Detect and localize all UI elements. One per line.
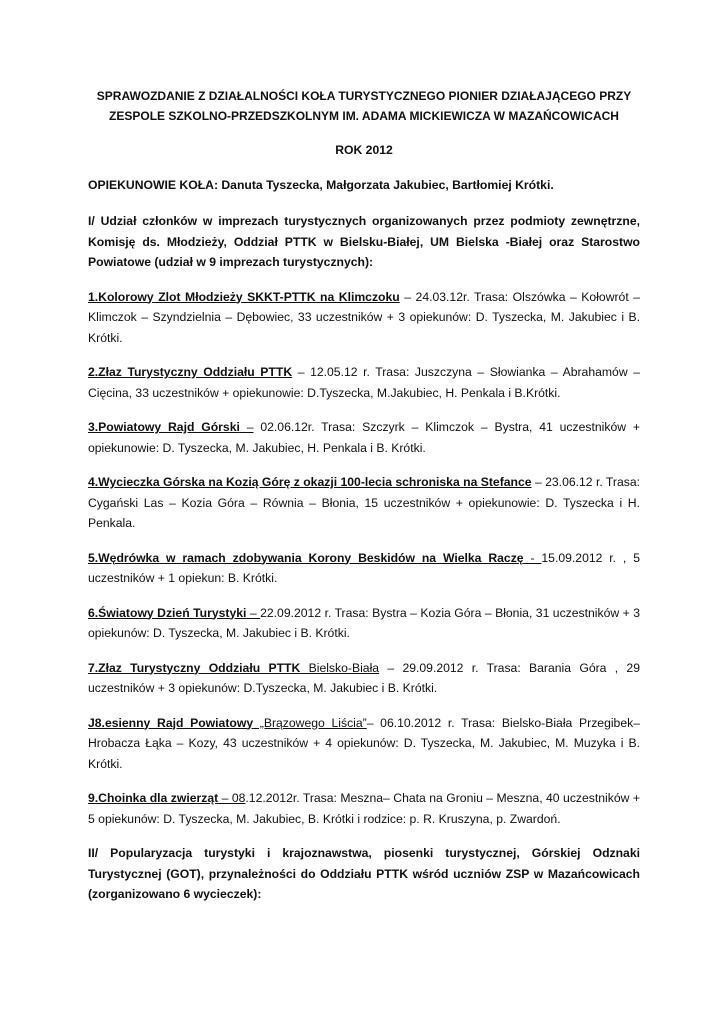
document-title bbox=[88, 86, 640, 126]
list-item bbox=[88, 788, 640, 829]
item-details: – 23.06.12 r. Trasa: Cygański Las – Kozia Góra – Równia – Błonia, 15 uczestników + opiekunowie: D. Tyszecka i H. Penkala. bbox=[88, 475, 640, 530]
document-page bbox=[88, 86, 640, 919]
item-title: 6.Światowy Dzień Turystyki bbox=[88, 605, 247, 620]
item-title-tail: – bbox=[239, 420, 254, 434]
item-title-tail: – bbox=[246, 605, 261, 620]
item-title-tail: Bielsko-Biała bbox=[300, 660, 380, 675]
item-details: – 06.10.2012 r. Trasa: Bielsko-Biała Przegibek– Hrobacza Łąka – Kozy, 43 uczestników + 4 opiekunów: D. Tyszecka, M. Jakubiec, M. Muzyka i B. Krótki. bbox=[88, 715, 640, 771]
item-details: 22.09.2012 r. Trasa: Bystra – Kozia Góra – Błonia, 31 uczestników + 3 opiekunów: D. Tyszecka, M. Jakubiec i B. Krótki. bbox=[88, 605, 640, 640]
section-2-heading: II/ Popularyzacja turystyki i krajoznawstwa, piosenki turystycznej, Górskiej Odznaki Turystycznej (GOT), przynależności do Oddziału PTTK wśród uczniów ZSP w Mazańcowicach (zorganizowano 6 wycieczek): bbox=[88, 846, 640, 901]
item-details: – 29.09.2012 r. Trasa: Barania Góra , 29 uczestników + 3 opiekunów: D.Tyszecka, M. Jakubiec i B. Krótki. bbox=[88, 660, 640, 695]
item-title: 7.Złaz Turystyczny Oddziału PTTK bbox=[88, 660, 301, 675]
title-line-2: ZESPOLE SZKOLNO-PRZEDSZKOLNYM IM. ADAMA MICKIEWICZA W MAZAŃCOWICACH bbox=[109, 109, 619, 123]
item-title: 1.Kolorowy Zlot Młodzieży SKKT-PTTK na Klimczoku bbox=[88, 289, 400, 304]
item-details: 15.09.2012 r. , 5 uczestników + 1 opiekun: B. Krótki. bbox=[88, 550, 640, 585]
club-guardians: OPIEKUNOWIE KOŁA: Danuta Tyszecka, Małgorzata Jakubiec, Bartłomiej Krótki. bbox=[88, 177, 554, 192]
list-item bbox=[88, 472, 640, 534]
list-item bbox=[88, 417, 640, 458]
item-title-tail: – 08 bbox=[218, 791, 246, 805]
item-title-tail: - bbox=[523, 550, 542, 565]
list-item bbox=[88, 362, 640, 403]
item-details: 02.06.12r. Trasa: Szczyrk – Klimczok – Bystra, 41 uczestników + opiekunowie: D. Tyszecka, M. Jakubiec, H. Penkala i B. Krótki. bbox=[88, 420, 641, 455]
item-title: 2.Złaz Turystyczny Oddziału PTTK bbox=[88, 365, 293, 379]
list-item bbox=[88, 603, 640, 644]
item-title: 4.Wycieczka Górska na Kozią Górę z okazji 100-lecia schroniska na Stefance bbox=[88, 475, 532, 489]
item-title: J8.esienny Rajd Powiatowy bbox=[88, 715, 254, 730]
item-details: – 12.05.12 r. Trasa: Juszczyna – Słowianka – Abrahamów – Cięcina, 33 uczestników + opiekunowie: D.Tyszecka, M.Jakubiec, H. Penkala i B.Krótki. bbox=[88, 365, 640, 400]
list-item bbox=[88, 713, 640, 775]
item-title: 9.Choinka dla zwierząt bbox=[88, 791, 219, 805]
item-details: – 24.03.12r. Trasa: Olszówka – Kołowrót – Klimczok – Szyndzielnia – Dębowiec, 33 uczestników + 3 opiekunów: D. Tyszecka, M. Jakubiec i B. Krótki. bbox=[88, 289, 641, 345]
item-details: .12.2012r. Trasa: Meszna– Chata na Groniu – Meszna, 40 uczestników + 5 opiekunów: D. Tyszecka, M. Jakubiec, B. Krótki i rodzice: p. R. Kruszyna, p. Zwardoń. bbox=[88, 791, 640, 826]
item-title-tail: „Brązowego Liścia” bbox=[253, 715, 367, 730]
list-item bbox=[88, 658, 640, 699]
list-item bbox=[88, 287, 640, 349]
section-1-heading: I/ Udział członków w imprezach turystycznych organizowanych przez podmioty zewnętrzne, Komisję ds. Młodzieży, Oddział PTTK w Bielsku-Białej, UM Bielska -Białej oraz Starostwo Powiatowe (udział w 9 imprezach turystycznych): bbox=[88, 214, 640, 269]
item-title: 5.Wędrówka w ramach zdobywania Korony Beskidów na Wielka Raczę bbox=[88, 550, 524, 565]
title-line-1: SPRAWOZDANIE Z DZIAŁALNOŚCI KOŁA TURYSTYCZNEGO PIONIER DZIAŁAJĄCEGO PRZY bbox=[96, 89, 632, 103]
item-title: 3.Powiatowy Rajd Górski bbox=[88, 420, 240, 434]
report-year: ROK 2012 bbox=[335, 143, 393, 157]
list-item bbox=[88, 548, 640, 589]
